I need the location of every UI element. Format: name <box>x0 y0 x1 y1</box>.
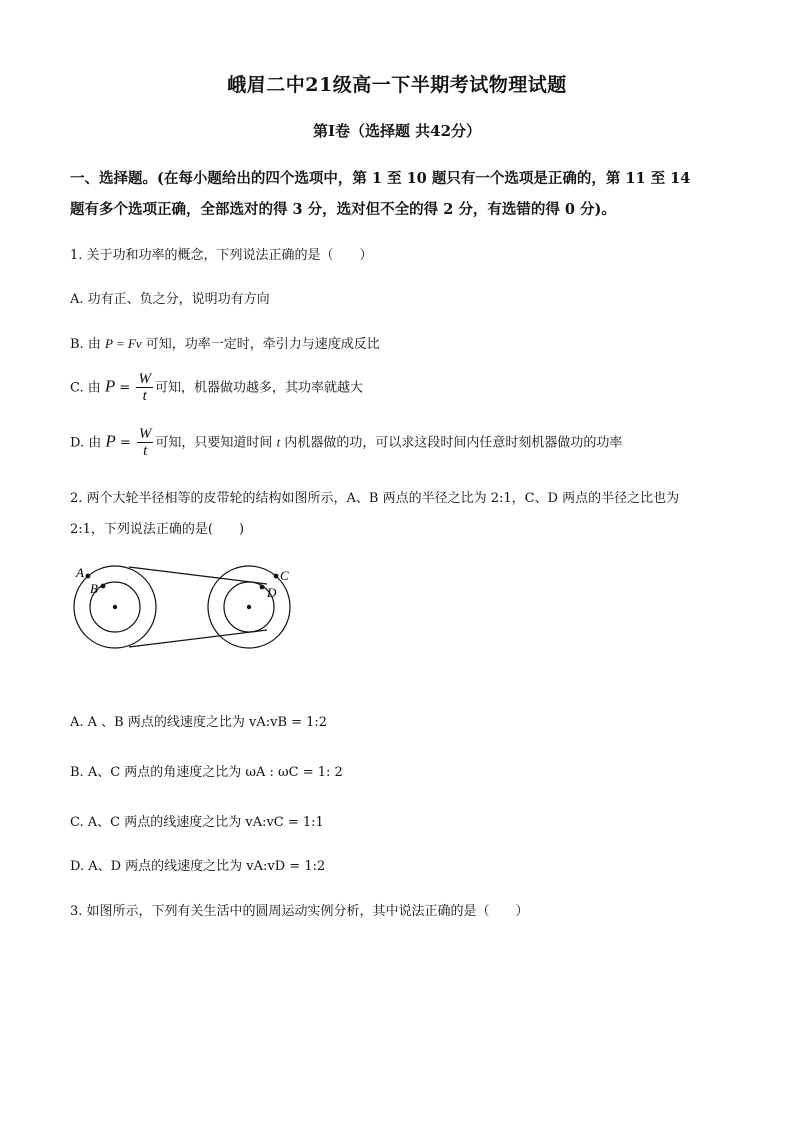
right-axle <box>247 605 251 609</box>
fraction-numerator: W <box>138 426 152 442</box>
option-c-fraction <box>136 372 153 404</box>
option-b-formula: P = Fv <box>104 336 142 351</box>
question-1-stem: 1. 关于功和功率的概念，下列说法正确的是（ ） <box>70 248 373 263</box>
page-title: 峨眉二中21级高一下半期考试物理试题 <box>227 74 567 96</box>
fraction-numerator: W <box>138 371 151 387</box>
fraction-denominator: t <box>143 443 148 459</box>
option-c-suffix: 可知，机器做功越多，其功率就越大 <box>154 380 363 396</box>
option-b-suffix: 可知，功率一定时，牵引力与速度成反比 <box>141 337 380 352</box>
section-instructions-line2: 题有多个选项正确，全部选对的得 3 分，选对但不全的得 2 分，有选错的得 0 分)。 <box>70 201 616 218</box>
question-2-option-a: A. A 、B 两点的线速度之比为 vA:vB = 1:2 <box>70 715 328 730</box>
option-b-prefix: B. 由 <box>70 337 105 352</box>
option-c-power-symbol: P <box>104 376 116 396</box>
option-d-power-symbol: P <box>105 431 116 451</box>
point-b <box>101 584 106 589</box>
option-d-prefix: D. 由 <box>70 435 106 451</box>
question-2-option-d: D. A、D 两点的线速度之比为 vA:vD = 1:2 <box>70 859 326 874</box>
option-d-equals: = <box>115 435 135 451</box>
label-d: D <box>267 585 277 600</box>
left-axle <box>113 605 117 609</box>
label-a: A <box>76 565 84 580</box>
label-c: C <box>280 568 289 583</box>
option-d-suffix-a: 可知，只要知道时间 <box>155 435 277 451</box>
option-c-equals: = <box>115 380 135 396</box>
question-2-stem-line2: 2:1，下列说法正确的是( ) <box>70 522 245 537</box>
question-1-option-c <box>70 372 363 404</box>
option-d-suffix-b: 内机器做的功，可以求这段时间内任意时刻机器做功的功率 <box>280 435 623 451</box>
option-c-prefix: C. 由 <box>70 380 105 396</box>
option-d-time-symbol: t <box>276 434 281 450</box>
question-1-option-a: A. 功有正、负之分，说明功有方向 <box>70 292 270 307</box>
point-c <box>274 574 279 579</box>
page-subtitle: 第Ⅰ卷（选择题 共42分） <box>312 122 482 140</box>
label-b: B <box>90 581 98 596</box>
belt-top <box>129 567 267 584</box>
point-a <box>86 574 91 579</box>
question-1-option-b <box>70 333 380 352</box>
belt-pulley-diagram <box>60 555 320 665</box>
question-3-stem: 3. 如图所示，下列有关生活中的圆周运动实例分析，其中说法正确的是（ ） <box>70 904 529 919</box>
question-2-stem-line1: 2. 两个大轮半径相等的皮带轮的结构如图所示，A、B 两点的半径之比为 2:1，C、D 两点的半径之比也为 <box>70 491 680 506</box>
question-2-option-b: B. A、C 两点的角速度之比为 ωA : ωC = 1: 2 <box>70 765 343 780</box>
fraction-denominator: t <box>142 388 147 404</box>
question-1-option-d <box>70 427 622 459</box>
section-instructions-line1: 一、选择题。(在每小题给出的四个选项中，第 1 至 10 题只有一个选项是正确的，第 11 至 14 <box>70 170 691 187</box>
question-2-option-c: C. A、C 两点的线速度之比为 vA:vC = 1:1 <box>70 815 324 830</box>
belt-bottom <box>129 630 267 647</box>
option-d-fraction <box>137 427 154 459</box>
point-d <box>260 585 265 590</box>
